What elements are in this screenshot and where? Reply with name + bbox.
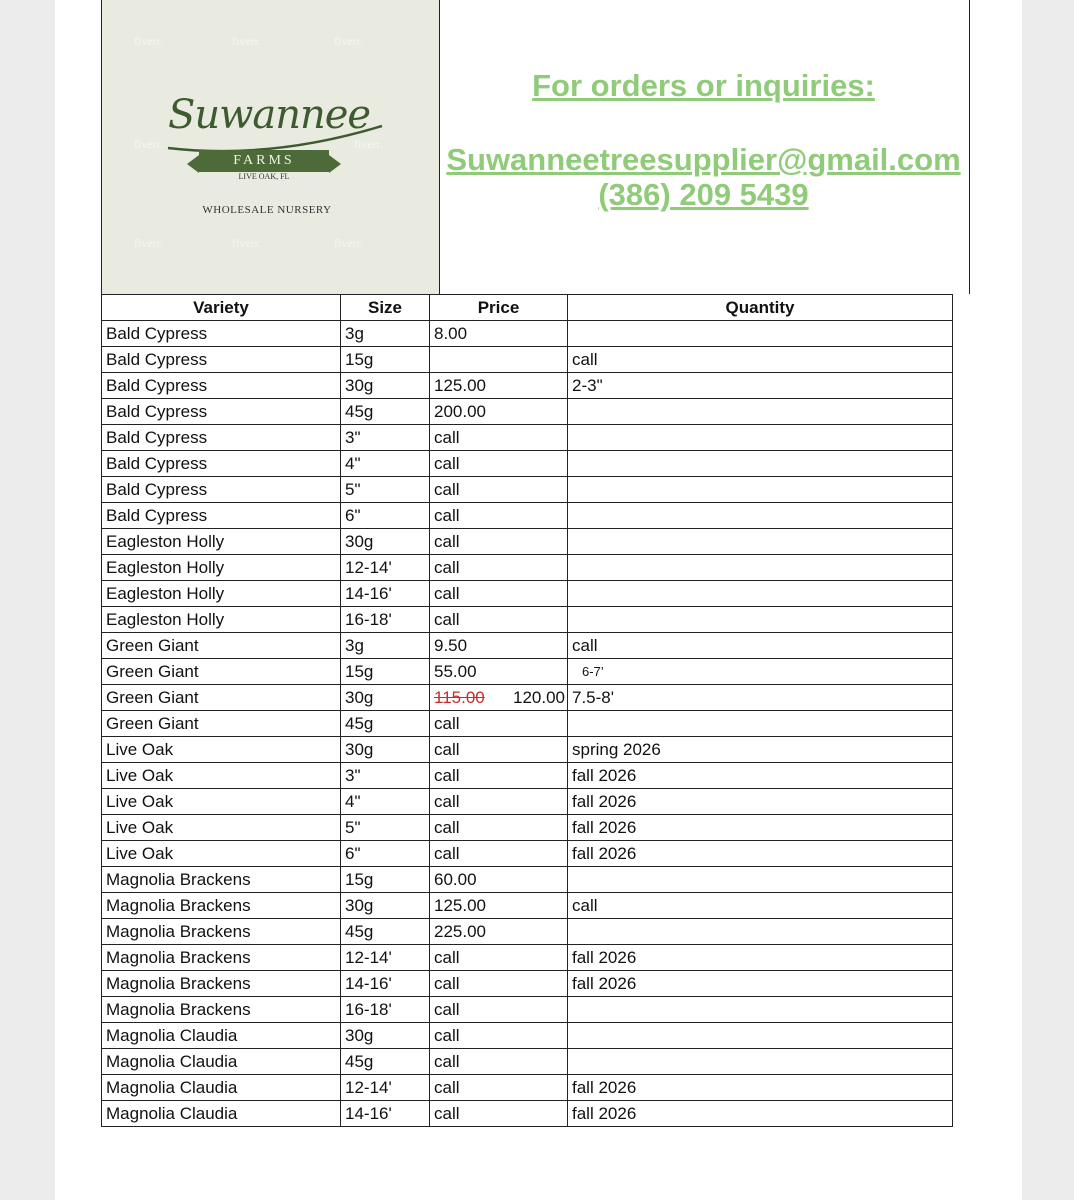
price-cell: call (430, 555, 568, 581)
size-cell: 3g (341, 321, 430, 347)
price-cell: call (430, 581, 568, 607)
price-cell: 55.00 (430, 659, 568, 685)
quantity-cell (568, 503, 953, 529)
quantity-cell: fall 2026 (568, 815, 953, 841)
table-row (102, 555, 953, 581)
table-row (102, 321, 953, 347)
quantity-cell (568, 711, 953, 737)
price-cell: 225.00 (430, 919, 568, 945)
variety-cell: Magnolia Claudia (102, 1023, 341, 1049)
variety-cell: Magnolia Brackens (102, 945, 341, 971)
price-cell: call (430, 841, 568, 867)
quantity-cell (568, 867, 953, 893)
quantity-cell (568, 529, 953, 555)
table-header-row (102, 295, 953, 321)
quantity-cell (568, 451, 953, 477)
table-row (102, 581, 953, 607)
quantity-cell (568, 555, 953, 581)
size-cell: 3g (341, 633, 430, 659)
quantity-cell (568, 425, 953, 451)
price-cell: 125.00 (430, 373, 568, 399)
size-cell: 30g (341, 737, 430, 763)
variety-cell: Eagleston Holly (102, 555, 341, 581)
quantity-cell (568, 1023, 953, 1049)
size-cell: 4" (341, 789, 430, 815)
variety-cell: Bald Cypress (102, 425, 341, 451)
price-cell: 8.00 (430, 321, 568, 347)
price-cell: call (430, 711, 568, 737)
contact-heading: For orders or inquiries: (532, 68, 875, 103)
variety-cell: Magnolia Claudia (102, 1049, 341, 1075)
quantity-cell: call (568, 893, 953, 919)
contact-panel (438, 0, 970, 294)
price-cell: 200.00 (430, 399, 568, 425)
table-row (102, 399, 953, 425)
size-cell: 30g (341, 893, 430, 919)
variety-cell: Green Giant (102, 659, 341, 685)
contact-email-link[interactable]: Suwanneetreesupplier@gmail.com (446, 142, 961, 177)
size-cell: 45g (341, 711, 430, 737)
table-row (102, 997, 953, 1023)
variety-cell: Bald Cypress (102, 321, 341, 347)
size-cell: 3" (341, 763, 430, 789)
contact-phone-link[interactable]: (386) 209 5439 (598, 177, 809, 212)
watermark: fiverr. (354, 137, 383, 151)
quantity-cell: fall 2026 (568, 945, 953, 971)
quantity-cell: fall 2026 (568, 1101, 953, 1127)
price-cell: call (430, 789, 568, 815)
header-size: Size (341, 295, 430, 321)
table-row (102, 685, 953, 711)
table-row (102, 737, 953, 763)
variety-cell: Eagleston Holly (102, 529, 341, 555)
variety-cell: Eagleston Holly (102, 607, 341, 633)
quantity-cell: 2-3" (568, 373, 953, 399)
ribbon-tail-right-icon (329, 155, 341, 173)
table-row (102, 1023, 953, 1049)
size-cell: 15g (341, 867, 430, 893)
table-row (102, 607, 953, 633)
size-cell: 3" (341, 425, 430, 451)
table-row (102, 425, 953, 451)
variety-cell: Green Giant (102, 685, 341, 711)
table-row (102, 373, 953, 399)
watermark: fiverr. (134, 236, 163, 250)
size-cell: 5" (341, 815, 430, 841)
price-cell: call (430, 503, 568, 529)
price-cell: call (430, 945, 568, 971)
size-cell: 45g (341, 399, 430, 425)
quantity-cell (568, 399, 953, 425)
price-cell (430, 685, 568, 711)
size-cell: 5" (341, 477, 430, 503)
size-cell: 14-16' (341, 1101, 430, 1127)
variety-cell: Magnolia Claudia (102, 1101, 341, 1127)
logo-location: LIVE OAK, FL (238, 172, 290, 181)
variety-cell: Magnolia Brackens (102, 997, 341, 1023)
size-cell: 30g (341, 1023, 430, 1049)
price-cell: 125.00 (430, 893, 568, 919)
size-cell: 12-14' (341, 945, 430, 971)
size-cell: 45g (341, 1049, 430, 1075)
price-cell: 9.50 (430, 633, 568, 659)
new-price: 120.00 (513, 688, 565, 707)
table-row (102, 893, 953, 919)
quantity-cell: fall 2026 (568, 763, 953, 789)
watermark: fiverr. (134, 137, 163, 151)
header-quantity: Quantity (568, 295, 953, 321)
price-cell: 60.00 (430, 867, 568, 893)
table-body (102, 321, 953, 1127)
quantity-cell (568, 321, 953, 347)
size-cell: 30g (341, 685, 430, 711)
logo-tagline: WHOLESALE NURSERY (202, 204, 332, 216)
quantity-cell (568, 1049, 953, 1075)
price-cell: call (430, 737, 568, 763)
size-cell: 45g (341, 919, 430, 945)
price-cell: call (430, 1101, 568, 1127)
variety-cell: Live Oak (102, 737, 341, 763)
variety-cell: Live Oak (102, 763, 341, 789)
price-cell: call (430, 477, 568, 503)
price-cell: call (430, 607, 568, 633)
watermark: fiverr. (334, 34, 363, 48)
table-row (102, 945, 953, 971)
quantity-cell: fall 2026 (568, 789, 953, 815)
price-cell: call (430, 1075, 568, 1101)
table-row (102, 659, 953, 685)
price-cell: call (430, 451, 568, 477)
variety-cell: Magnolia Brackens (102, 893, 341, 919)
table-row (102, 1075, 953, 1101)
table-row (102, 841, 953, 867)
price-cell: call (430, 971, 568, 997)
logo-panel (101, 0, 440, 294)
variety-cell: Bald Cypress (102, 503, 341, 529)
size-cell: 6" (341, 841, 430, 867)
price-cell: call (430, 1023, 568, 1049)
watermark: fiverr. (232, 34, 261, 48)
price-cell: call (430, 763, 568, 789)
size-cell: 14-16' (341, 581, 430, 607)
quantity-cell: fall 2026 (568, 971, 953, 997)
price-cell: call (430, 1049, 568, 1075)
variety-cell: Green Giant (102, 633, 341, 659)
size-cell: 6" (341, 503, 430, 529)
quantity-cell: call (568, 347, 953, 373)
size-cell: 16-18' (341, 997, 430, 1023)
size-cell: 30g (341, 373, 430, 399)
variety-cell: Live Oak (102, 841, 341, 867)
quantity-cell (568, 581, 953, 607)
quantity-cell: fall 2026 (568, 1075, 953, 1101)
table-row (102, 451, 953, 477)
table-row (102, 971, 953, 997)
variety-cell: Magnolia Brackens (102, 919, 341, 945)
variety-cell: Green Giant (102, 711, 341, 737)
size-cell: 30g (341, 529, 430, 555)
table-row (102, 529, 953, 555)
table-row (102, 763, 953, 789)
size-cell: 16-18' (341, 607, 430, 633)
watermark: fiverr. (334, 236, 363, 250)
size-cell: 12-14' (341, 1075, 430, 1101)
size-cell: 15g (341, 347, 430, 373)
size-cell: 4" (341, 451, 430, 477)
table-row (102, 503, 953, 529)
variety-cell: Bald Cypress (102, 477, 341, 503)
logo-ribbon: FARMS (199, 150, 329, 172)
quantity-cell: fall 2026 (568, 841, 953, 867)
table-row (102, 633, 953, 659)
variety-cell: Live Oak (102, 789, 341, 815)
old-price-struck: 115.00 (434, 688, 485, 707)
quantity-cell (568, 997, 953, 1023)
table-row (102, 477, 953, 503)
variety-cell: Bald Cypress (102, 347, 341, 373)
price-table (101, 294, 953, 1127)
price-cell: call (430, 997, 568, 1023)
size-cell: 15g (341, 659, 430, 685)
price-cell (430, 347, 568, 373)
ribbon-tail-left-icon (187, 155, 199, 173)
quantity-cell: 6-7’ (568, 659, 953, 685)
variety-cell: Magnolia Brackens (102, 867, 341, 893)
size-cell: 14-16' (341, 971, 430, 997)
quantity-cell: spring 2026 (568, 737, 953, 763)
logo-brand-name: Suwannee (167, 92, 371, 138)
price-cell: call (430, 529, 568, 555)
table-row (102, 711, 953, 737)
table-row (102, 815, 953, 841)
table-row (102, 347, 953, 373)
table-row (102, 867, 953, 893)
price-cell: call (430, 815, 568, 841)
variety-cell: Bald Cypress (102, 451, 341, 477)
table-row (102, 919, 953, 945)
table-row (102, 1101, 953, 1127)
variety-cell: Magnolia Brackens (102, 971, 341, 997)
variety-cell: Magnolia Claudia (102, 1075, 341, 1101)
table-row (102, 1049, 953, 1075)
quantity-cell (568, 477, 953, 503)
variety-cell: Eagleston Holly (102, 581, 341, 607)
watermark: fiverr. (134, 34, 163, 48)
watermark: fiverr. (232, 236, 261, 250)
quantity-cell (568, 607, 953, 633)
price-cell: call (430, 425, 568, 451)
header-price: Price (430, 295, 568, 321)
quantity-cell (568, 919, 953, 945)
quantity-cell: 7.5-8' (568, 685, 953, 711)
size-cell: 12-14' (341, 555, 430, 581)
variety-cell: Live Oak (102, 815, 341, 841)
header-variety: Variety (102, 295, 341, 321)
variety-cell: Bald Cypress (102, 373, 341, 399)
table-row (102, 789, 953, 815)
variety-cell: Bald Cypress (102, 399, 341, 425)
quantity-cell: call (568, 633, 953, 659)
